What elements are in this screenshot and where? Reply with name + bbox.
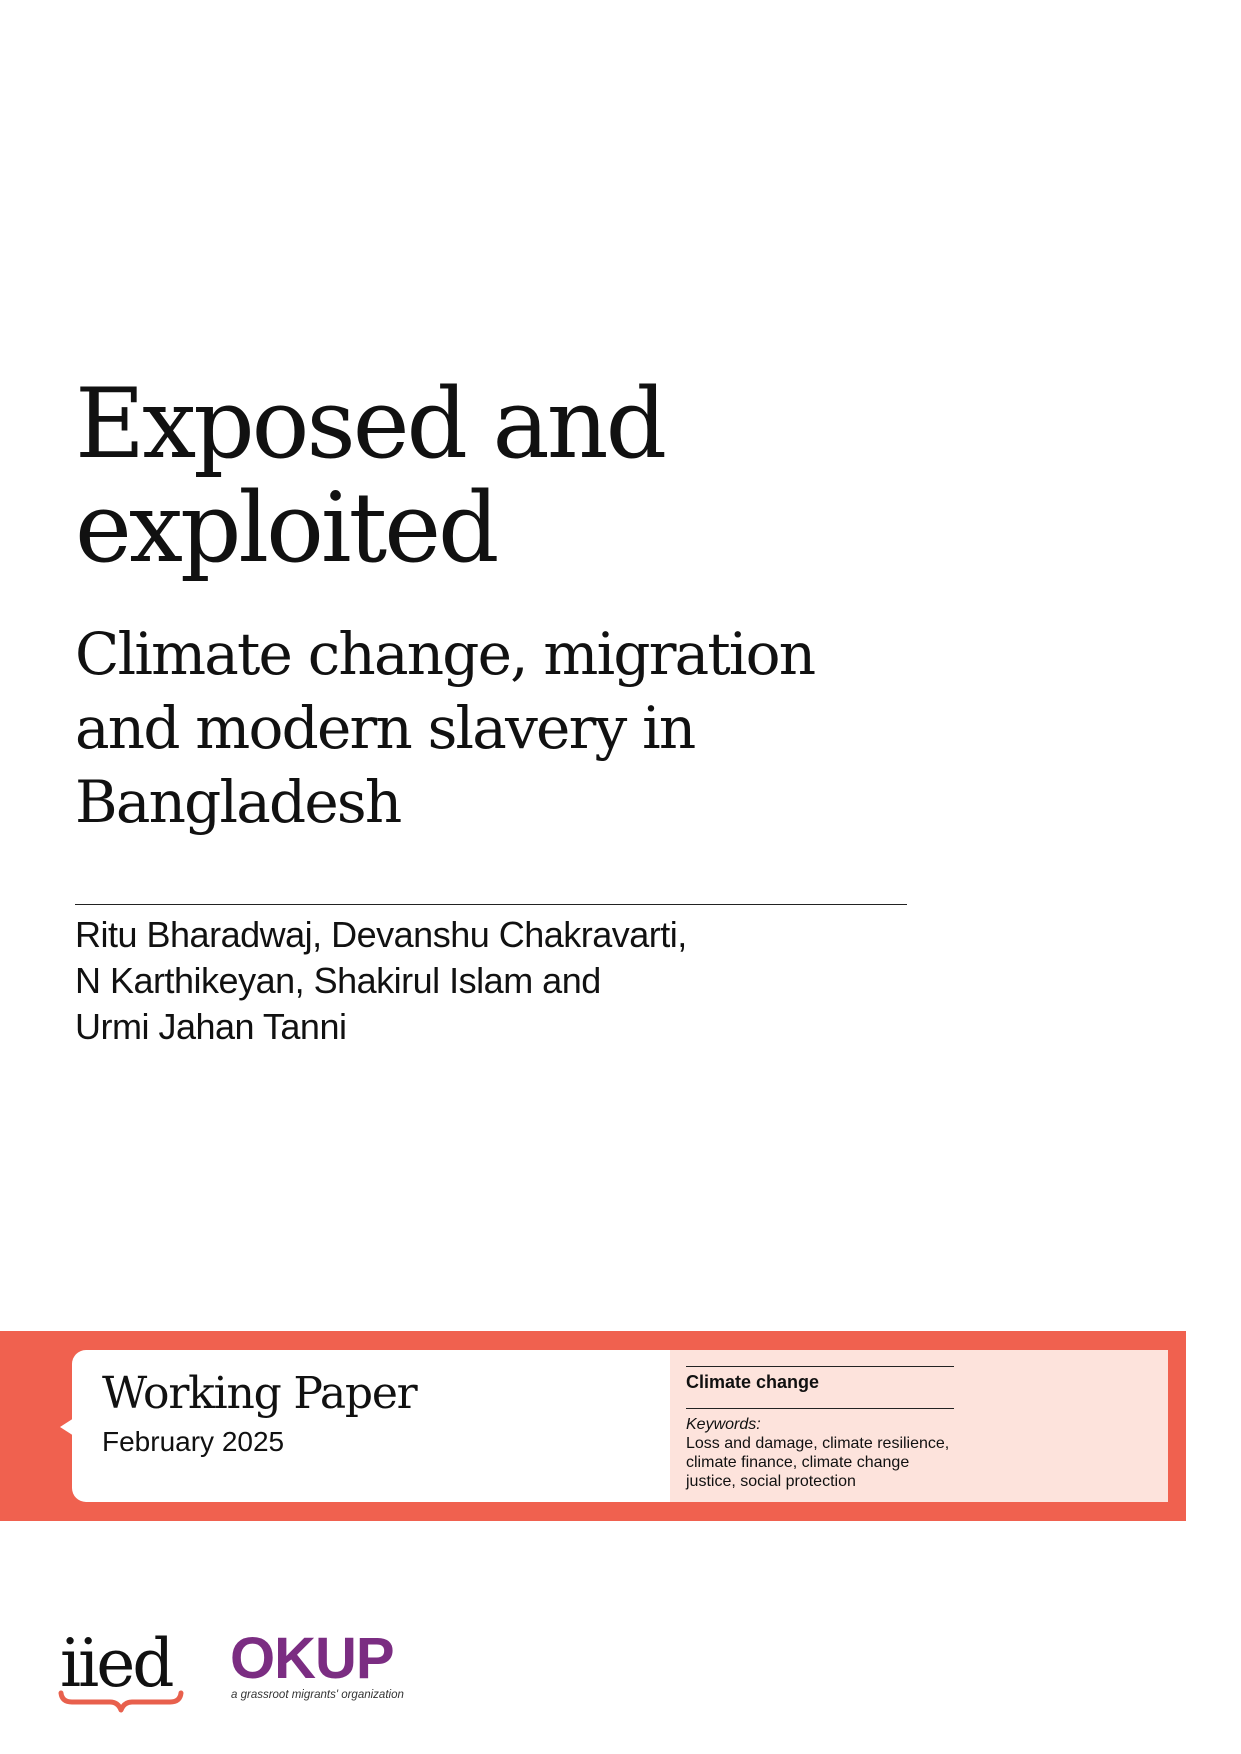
topic-rule-top: [686, 1366, 954, 1367]
keywords-line: climate finance, climate change: [686, 1454, 910, 1471]
authors-divider: [75, 904, 907, 905]
document-title: [75, 368, 975, 584]
keywords-line: justice, social protection: [686, 1473, 856, 1490]
authors-line: Urmi Jahan Tanni: [75, 1006, 347, 1047]
authors: [75, 912, 905, 1050]
subtitle-line: Climate change, migration: [75, 620, 815, 688]
topic-rule-bottom: [686, 1408, 954, 1409]
card-notch: [60, 1418, 74, 1436]
title-line: exploited: [75, 472, 497, 584]
keywords-label: Keywords:: [686, 1416, 761, 1433]
subtitle-line: Bangladesh: [75, 768, 401, 836]
keywords-line: Loss and damage, climate resilience,: [686, 1435, 950, 1452]
authors-line: Ritu Bharadwaj, Devanshu Chakravarti,: [75, 914, 687, 955]
keywords-list: [686, 1434, 956, 1491]
subtitle-line: and modern slavery in: [75, 694, 695, 762]
okup-tagline: a grassroot migrants' organization: [231, 1689, 404, 1701]
publication-date: February 2025: [102, 1426, 285, 1457]
title-line: Exposed and: [75, 368, 665, 480]
topic-label: Climate change: [686, 1372, 820, 1392]
iied-logo: [58, 1620, 188, 1715]
okup-logo-text: OKUP: [230, 1626, 394, 1691]
iied-logo-text: iied: [60, 1625, 172, 1702]
okup-logo: [228, 1626, 428, 1706]
publication-type: Working Paper: [102, 1368, 417, 1419]
authors-line: N Karthikeyan, Shakirul Islam and: [75, 960, 601, 1001]
document-subtitle: [75, 617, 975, 839]
